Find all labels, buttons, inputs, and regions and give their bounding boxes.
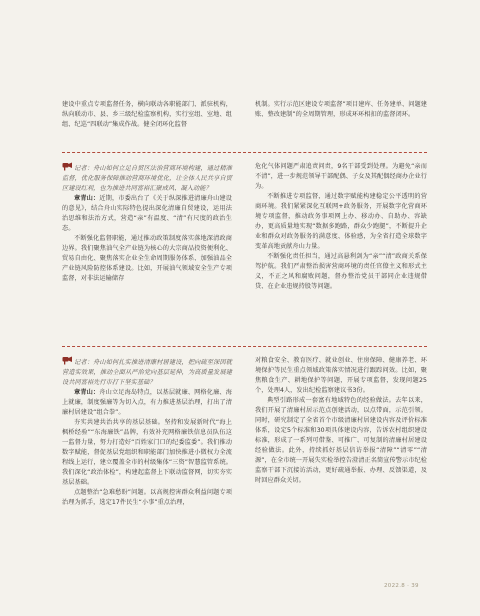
- answer-2-paragraph: 典型引路形成一套富有地域特色的经验做法。去年以来，我们开展了清廉村居示范点创建活动，以点带面，示范引领。同时，研究制定了全省首个市级清廉村居建设内容及评价标准体系，设定5个标准和30项具体建设内容，告诉农村组织建设标准，形成了一系列可借鉴、可推广、可复制的清廉村居建设经验做法。此外，持续抓好基层信访举报“清障”“清零”“清源”，在全市统一开展失实检举控告澄清正名简宣传警示市纪检监察干部下沉接访活动，更好疏通举报、办理、反馈渠道，及时回应群众关切。: [255, 397, 427, 484]
- answer-2-paragraph: 点题整治“急难愁盼”问题。以高规控害群众利益问题专项治理为抓手，选定17件民生“小事”重点治理，: [62, 489, 232, 506]
- answer-1-paragraph: 不断强化监督职能，通过推动政策制度落实落地深清政商边界。我们聚焦油气全产业链为核心的大宗商品投资便利化、贸易自由化、聚焦落实企业全生命周期服务体系、加强油品全产业链风险防控体系建设。比如，开展油气领域安全生产专项监督，对非法运输储存: [62, 235, 232, 282]
- question-1-text: 记者：舟山如何立足自贸区法治营商环境构建，通过精准监督，优化服务保障推动营商环境优化，让全体人民共享自贸区建设红利，也为推进共同富裕汇聚成风、凝入动能？: [62, 165, 232, 192]
- page-footer: 2022.8 · 39: [384, 583, 419, 589]
- microphone-icon: [62, 162, 73, 171]
- top-left-column: [62, 100, 232, 130]
- answer-2-paragraph: 章青山：舟山立足海岛特点，以基层就廉、网格化廉、海上就廉，制度强廉等为切入点，有力推进基层治理，打出了清廉村居建设“组合拳”。: [62, 389, 232, 416]
- answer-1-paragraph: 不断推进专项监督，通过数字赋能构建稳定公平透明的营商环境。我们紧紧深化互联网+政务服务，开展数字化营商环境专项监督，推动政务事项网上办、移动办、自助办、容缺办，更高质量地实现“数据多跑路，群众少跑腿”，不断提升企业和群众对政务服务的满意度、体验感，为全省打造全球数字变革高地贡献舟山力量。: [255, 193, 427, 250]
- paragraph: 建设中重点专项监督任务，横向联动各职能部门、派驻机构，纵向联动市、县、乡三级纪检监察机构，实行室组、室地、组组、纪巡“四联动”集成作战。健全闭环化监督: [62, 101, 232, 128]
- section-divider: [62, 346, 427, 347]
- answer-2-paragraph: 夯实共建共治共享的基层基础。坚持和发展新时代“海上枫桥经验”“东海廉铁”品牌，有效补充网格廉铁信息员队伍这一监督力量，努力打造好“百姓家门口的纪委监委”。我们推动数字赋能，督促基层党组织和职能部门加快推进小微权力全流程线上运行，建立覆盖全市的村级集体“三资”智慧监管系统。我们深化“政治体检”，构建起监督上下联动监督网，切实夯实基层基础。: [62, 419, 232, 486]
- question-2-text: 记者：舟山如何扎实推进清廉村居建设，把向疏至深因就营造实效果，推动全面从严治党向基层延伸，为高质量发展建设共同富裕先行市打下坚实基础？: [62, 359, 232, 386]
- paragraph: 机制。实行示范区建设专项监督”项目建库、任务建单、问题建账、整改建制”的全周期管理，形成环环相扣的监督闭环。: [255, 101, 427, 118]
- section-divider: [62, 152, 427, 153]
- top-right-column: [255, 100, 427, 120]
- speaker-name: 章青山：: [74, 195, 100, 202]
- qa1-right-column: [255, 162, 427, 292]
- answer-1-paragraph: 危化气体问题严肃追责问责，9名干部受到处理。为避免“亲而不清”，进一步规范领导干部配偶、子女及其配偶经商办企业行为。: [255, 163, 427, 190]
- answer-1-paragraph: 章青山：近期，市委出台了《关于纵深推进清廉舟山建设的意见》，结合舟山实际特色提出深化清廉自贸建设，运用法治思维和法治方式，营造“亲”有温度、“清”有尺度的政治生态。: [62, 195, 232, 232]
- qa2-right-column: [255, 356, 427, 486]
- question-1: [62, 162, 232, 194]
- qa2-left-column: [62, 356, 232, 508]
- speaker-name: 章青山：: [74, 389, 100, 396]
- answer-1-paragraph: 不断强化责任担当，通过高悬利剑为“亲”“清”政商关系保驾护航。我们严肃整治损害营商环境的责任官僚主义和形式主义，不正之风和腐败问题，督办整治党员干部同企业违规借贷、在企业违规持股等问题。: [255, 253, 427, 290]
- question-2: [62, 356, 232, 388]
- qa1-left-column: [62, 162, 232, 284]
- microphone-icon: [62, 356, 73, 365]
- answer-2-paragraph: 对粮食安全、教育医疗、就业创业、住房保障、健康养老、环境保护等民生重点领域政策落实情况进行跟踪问效。比如，聚焦粮食生产、耕地保护等问题，开展专项监督，发现问题25个，处理4人，发出纪检监察建议书3份。: [255, 357, 427, 394]
